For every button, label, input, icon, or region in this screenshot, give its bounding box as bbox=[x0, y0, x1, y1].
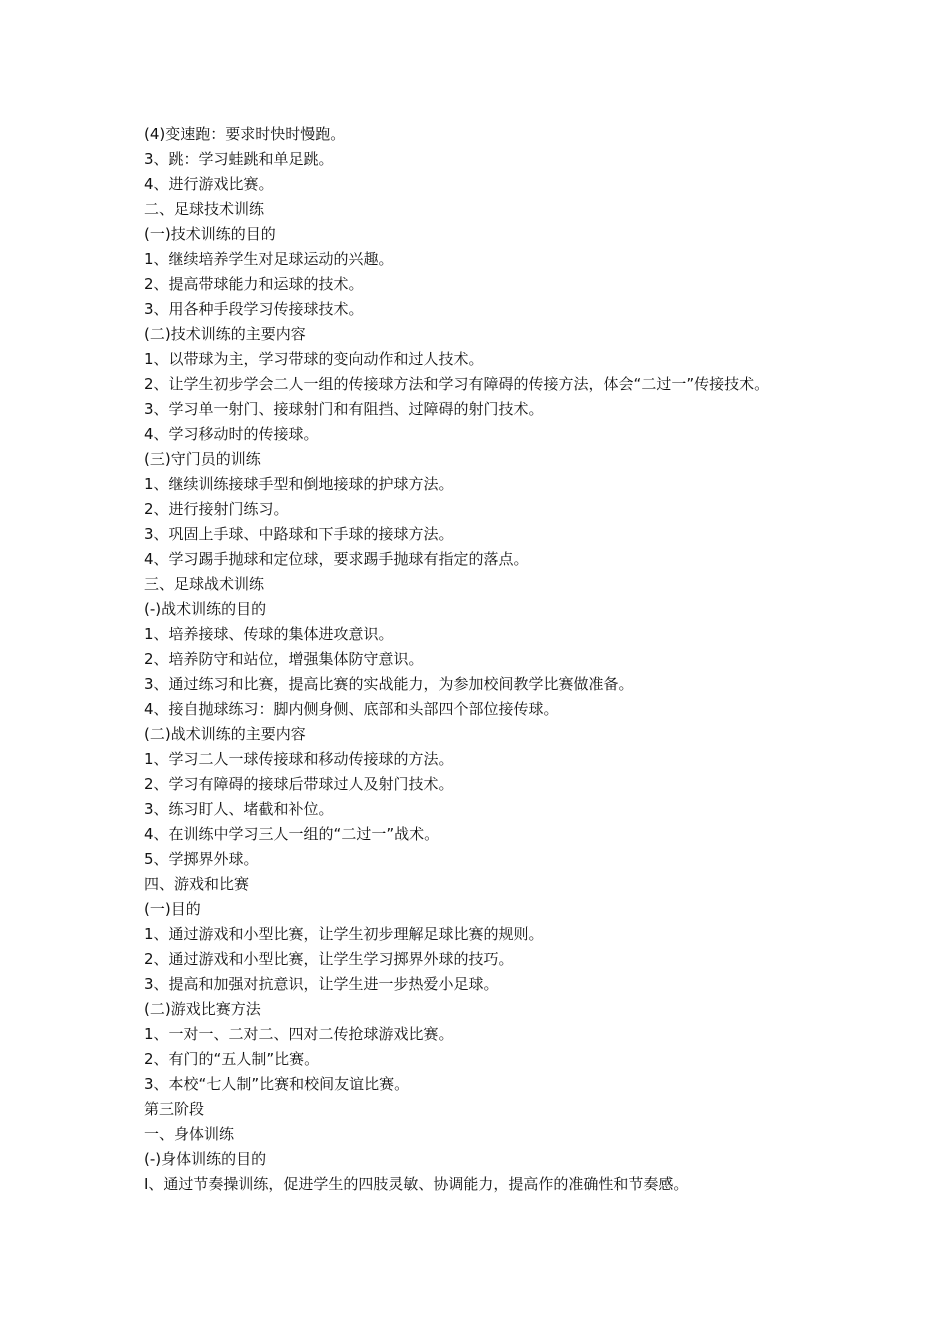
text-line: 3、通过练习和比赛，提高比赛的实战能力，为参加校间教学比赛做准备。 bbox=[144, 675, 634, 693]
text-line: 1、通过游戏和小型比赛，让学生初步理解足球比赛的规则。 bbox=[144, 925, 544, 943]
text-line: 3、提高和加强对抗意识，让学生进一步热爱小足球。 bbox=[144, 975, 499, 993]
text-line: 4、进行游戏比赛。 bbox=[144, 175, 274, 193]
document-body bbox=[144, 122, 824, 1197]
subsection-heading: (二)战术训练的主要内容 bbox=[144, 725, 306, 743]
text-line: 2、进行接射门练习。 bbox=[144, 500, 289, 518]
text-line: 1、继续培养学生对足球运动的兴趣。 bbox=[144, 250, 394, 268]
text-line: 2、提高带球能力和运球的技术。 bbox=[144, 275, 364, 293]
text-line: 2、有门的“五人制”比赛。 bbox=[144, 1050, 320, 1068]
text-line: 3、本校“七人制”比赛和校间友谊比赛。 bbox=[144, 1075, 410, 1093]
text-line: I、通过节奏操训练，促进学生的四肢灵敏、协调能力，提高作的准确性和节奏感。 bbox=[144, 1175, 689, 1193]
subsection-heading: (一)目的 bbox=[144, 900, 201, 918]
subsection-heading: (三)守门员的训练 bbox=[144, 450, 261, 468]
text-line: 2、通过游戏和小型比赛，让学生学习掷界外球的技巧。 bbox=[144, 950, 514, 968]
text-line: 1、继续训练接球手型和倒地接球的护球方法。 bbox=[144, 475, 454, 493]
subsection-heading: (-)战术训练的目的 bbox=[144, 600, 267, 618]
section-heading: 一、身体训练 bbox=[144, 1125, 235, 1143]
subsection-heading: (一)技术训练的目的 bbox=[144, 225, 276, 243]
text-line: 3、学习单一射门、接球射门和有阻挡、过障碍的射门技术。 bbox=[144, 400, 544, 418]
text-line: 2、学习有障碍的接球后带球过人及射门技术。 bbox=[144, 775, 454, 793]
text-line: 5、学掷界外球。 bbox=[144, 850, 259, 868]
stage-heading: 第三阶段 bbox=[144, 1100, 205, 1118]
text-line: 1、以带球为主，学习带球的变向动作和过人技术。 bbox=[144, 350, 484, 368]
text-line: 1、一对一、二对二、四对二传抢球游戏比赛。 bbox=[144, 1025, 454, 1043]
text-line: 4、接自抛球练习：脚内侧身侧、底部和头部四个部位接传球。 bbox=[144, 700, 559, 718]
text-line: 3、练习盯人、堵截和补位。 bbox=[144, 800, 334, 818]
section-heading: 四、游戏和比赛 bbox=[144, 875, 250, 893]
text-paragraph: 2、让学生初步学会二人一组的传接球方法和学习有障碍的传接方法，体会“二过一”传接技术。 bbox=[144, 375, 770, 393]
text-line: (4)变速跑：要求时快时慢跑。 bbox=[144, 125, 346, 143]
text-line: 4、学习移动时的传接球。 bbox=[144, 425, 319, 443]
text-line: 3、跳：学习蛙跳和单足跳。 bbox=[144, 150, 334, 168]
section-heading: 三、足球战术训练 bbox=[144, 575, 265, 593]
section-heading: 二、足球技术训练 bbox=[144, 200, 265, 218]
text-line: 4、学习踢手抛球和定位球，要求踢手抛球有指定的落点。 bbox=[144, 550, 529, 568]
subsection-heading: (二)游戏比赛方法 bbox=[144, 1000, 261, 1018]
text-line: 1、培养接球、传球的集体进攻意识。 bbox=[144, 625, 394, 643]
text-line: 3、巩固上手球、中路球和下手球的接球方法。 bbox=[144, 525, 454, 543]
text-line: 2、培养防守和站位，增强集体防守意识。 bbox=[144, 650, 424, 668]
text-line: 4、在训练中学习三人一组的“二过一”战术。 bbox=[144, 825, 440, 843]
text-line: 1、学习二人一球传接球和移动传接球的方法。 bbox=[144, 750, 454, 768]
subsection-heading: (-)身体训练的目的 bbox=[144, 1150, 267, 1168]
subsection-heading: (二)技术训练的主要内容 bbox=[144, 325, 306, 343]
text-line: 3、用各种手段学习传接球技术。 bbox=[144, 300, 364, 318]
